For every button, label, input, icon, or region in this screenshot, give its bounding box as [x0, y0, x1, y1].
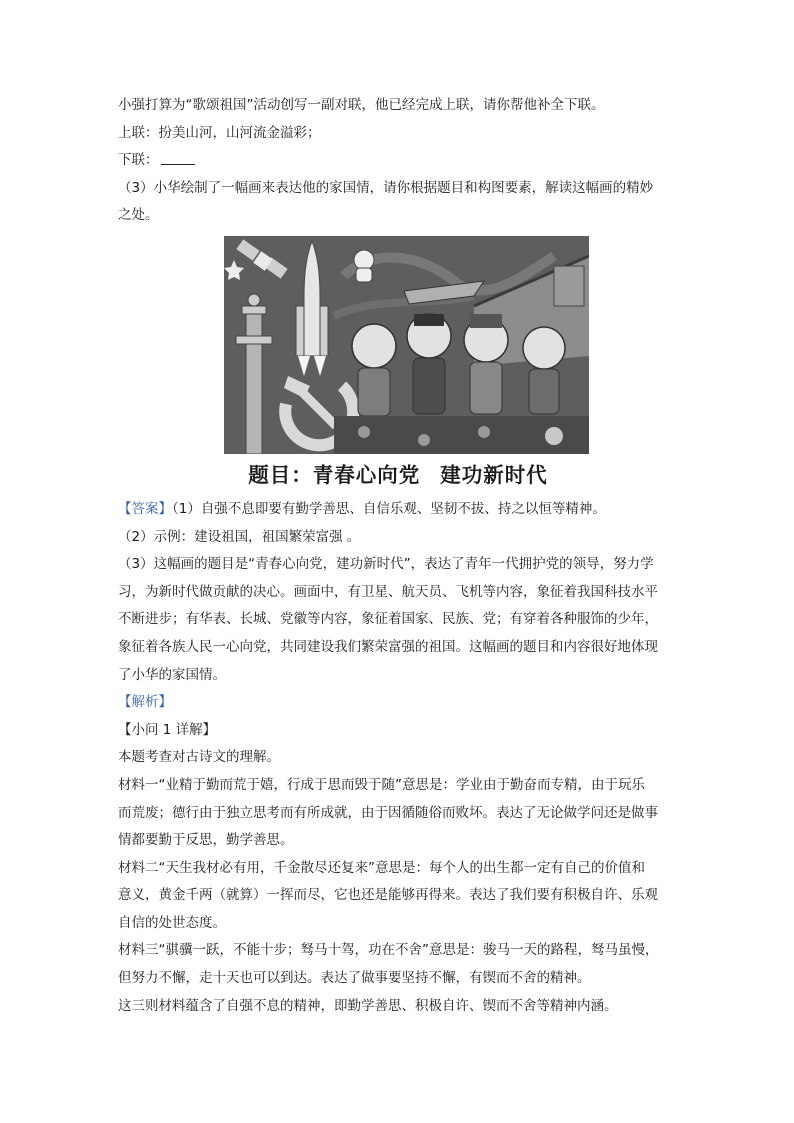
caption-part-1: 题目：青春心向党: [248, 462, 421, 487]
answer-label: 【答案】: [118, 500, 172, 517]
answer-3-line-1: （3）这幅画的题目是“青春心向党，建功新时代”，表达了青年一代拥护党的领导，努力学: [118, 556, 654, 573]
analysis-label: 【解析】: [118, 694, 172, 711]
material-1-line-2: 而荒废；德行由于独立思考而有所成就，由于因循随俗而败坏。表达了无论做学问还是做事: [118, 804, 658, 821]
question-3-line-2: 之处。: [118, 207, 159, 224]
caption-part-2: 建功新时代: [440, 462, 548, 487]
material-2-line-3: 自信的处世态度。: [118, 914, 226, 931]
answer-2: （2）示例：建设祖国，祖国繁荣富强 。: [118, 528, 361, 545]
material-3-line-1: 材料三“骐骥一跃，不能十步；驽马十驾，功在不舍”意思是：骏马一天的路程，驽马虽慢，: [118, 942, 659, 959]
material-1-line-1: 材料一“业精于勤而荒于嬉，行成于思而毁于随”意思是：学业由于勤奋而专精，由于玩乐: [118, 776, 645, 793]
sub-question-1-heading: 【小问 1 详解】: [118, 721, 217, 738]
analysis-summary: 这三则材料蕴含了自强不息的精神，即勤学善思、积极自许、锲而不舍等精神内涵。: [118, 997, 618, 1014]
answer-3-line-3: 不断进步；有华表、长城、党徽等内容，象征着国家、民族、党；有穿着各种服饰的少年，: [118, 611, 658, 628]
lower-couplet: [118, 147, 678, 175]
question-3-line-1: （3）小华绘制了一幅画来表达他的家国情，请你根据题目和构图要素，解读这幅画的精妙: [118, 179, 654, 196]
material-2-line-2: 意义，黄金千两（就算）一挥而尽，它也还是能够再得来。表达了我们要有积极自许、乐观: [118, 887, 658, 904]
answer-1: [118, 496, 678, 524]
painting-illustration: [224, 236, 589, 454]
intro-question-line: 小强打算为“歌颂祖国”活动创写一副对联，他已经完成上联，请你帮他补全下联。: [118, 97, 605, 113]
material-2-line-1: 材料二“天生我材必有用，千金散尽还复来”意思是：每个人的出生都一定有自己的价值和: [118, 859, 645, 876]
answer-blank: [161, 150, 195, 165]
answer-3-line-5: 了小华的家国情。: [118, 666, 226, 683]
answer-3-line-4: 象征着各族人民一心向党，共同建设我们繁荣富强的祖国。这幅画的题目和内容很好地体现: [118, 638, 658, 655]
student-painting: [224, 236, 589, 454]
document-page: [118, 92, 678, 1020]
material-1-line-3: 情都要勤于反思，勤学善思。: [118, 832, 294, 849]
upper-couplet: 上联：扮美山河，山河流金溢彩；: [118, 124, 321, 141]
lower-couplet-label: 下联：: [118, 152, 159, 169]
analysis-intro: 本题考查对古诗文的理解。: [118, 749, 280, 766]
answer-3-line-2: 习，为新时代做贡献的决心。画面中，有卫星、航天员、飞机等内容，象征着我国科技水平: [118, 583, 658, 600]
painting-caption: [118, 460, 678, 490]
answer-1-text: （1）自强不息即要有勤学善思、自信乐观、坚韧不拔、持之以恒等精神。: [172, 500, 606, 517]
material-3-line-2: 但努力不懈，走十天也可以到达。表达了做事要坚持不懈，有锲而不舍的精神。: [118, 970, 591, 987]
